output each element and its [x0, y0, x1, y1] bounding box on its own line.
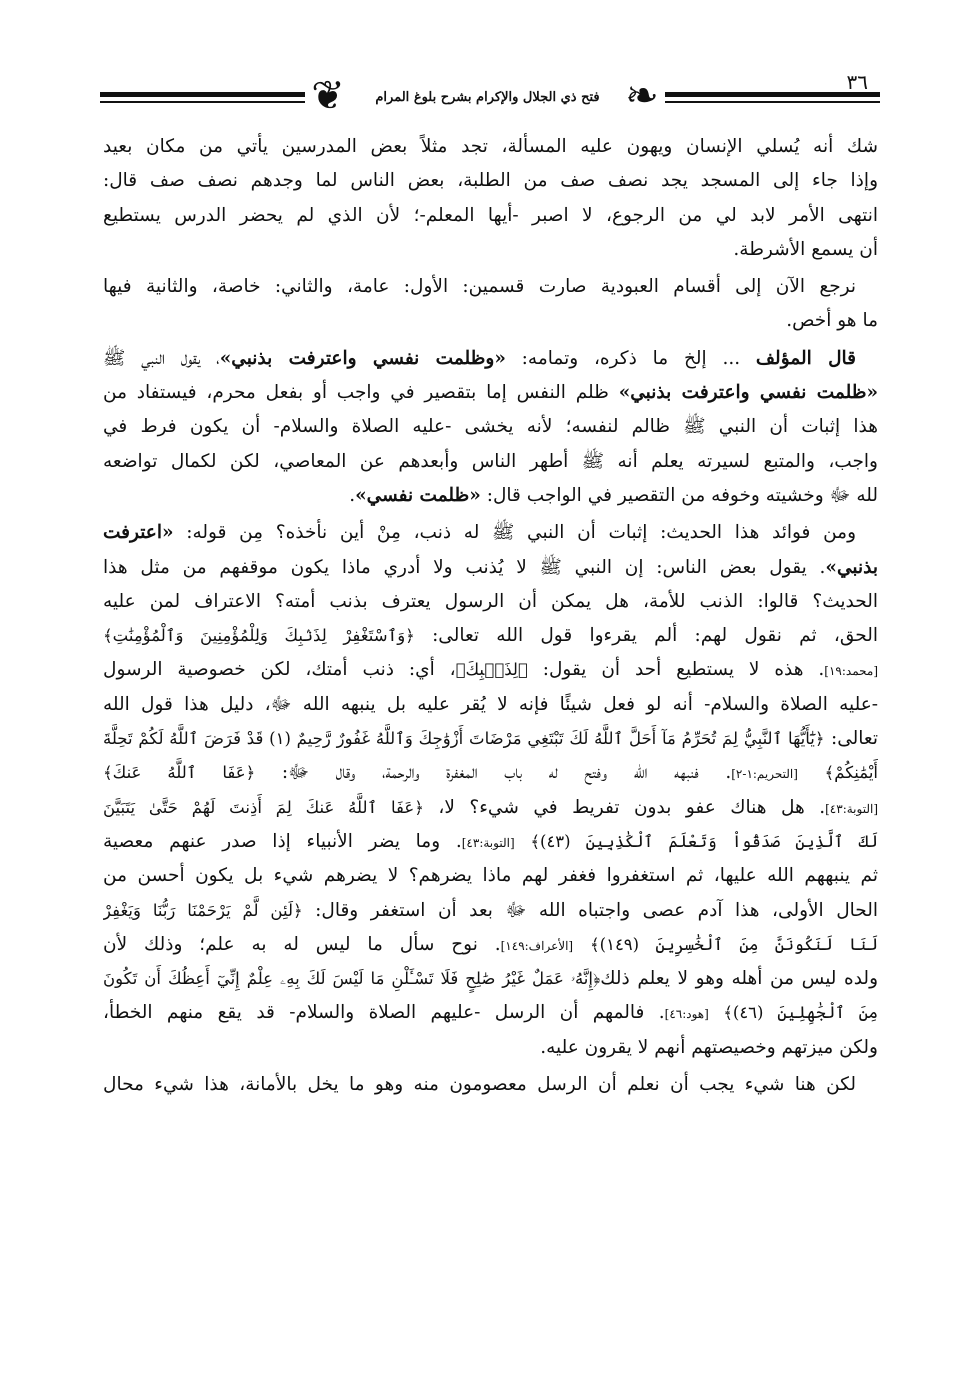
text-line: [103, 894, 878, 928]
verse-reference: [التحريم:١-٢]: [731, 767, 798, 782]
text-segment: ومن فوائد هذا الحديث: إثبات أن النبي ﷺ له ذنب، مِنْ أين نأخذه؟ مِن قوله:: [173, 522, 856, 544]
hadith-quote: «ظلمت نفسي واعترفت بذنبي»: [618, 382, 878, 404]
text-segment: ، أي: ذنب أمتك، لكن خصوصية الرسول: [103, 659, 456, 681]
text-segment: نرجع الآن إلى أقسام العبودية صارت قسمين: الأول: عامة، والثاني: خاصة، والثانية فيها: [103, 276, 856, 298]
text-segment: هذا إثبات أن النبي ﷺ ظالم لنفسه؛ لأنه يخشى -عليه الصلاة والسلام- أن يكون فرط في: [103, 416, 878, 438]
text-line: [103, 1068, 878, 1102]
verse-reference: [هود:٤٦]: [664, 1007, 709, 1022]
text-segment: . نوح سأل ما ليس له به علم؛ وذلك لأن: [103, 933, 501, 955]
verse-reference: [التوبة:٤٣]: [461, 835, 515, 850]
quran-verse: لَنَا لَنَكُونَنَّ مِنَ ٱلْخَٰسِرِينَ (١٤٩)﴾: [589, 934, 878, 954]
text-segment: ، يقول النبي ﷺ: [103, 347, 220, 369]
text-segment: لكن هنا شيء يجب أن نعلم أن الرسل معصومون منه وهو ما يخل بالأمانة، هذا شيء محال: [103, 1074, 856, 1096]
text-line: [103, 199, 878, 233]
text-line: [103, 791, 878, 825]
text-segment: ما هو أخص.: [786, 310, 878, 332]
verse-reference: [محمد:١٩]: [824, 664, 878, 679]
page-body-text: [103, 130, 878, 1102]
text-segment: شك أنه يُسلي الإنسان ويهون عليه المسألة، تجد مثلاً بعض المدرسين يأتي من مكان بعيد: [103, 136, 878, 157]
text-line: [103, 1031, 878, 1065]
verse-reference: [الأعراف:١٤٩]: [500, 938, 574, 953]
text-segment: [709, 1002, 723, 1023]
text-segment: . هل هناك عفو بدون تفريط في شيء؟ لا،: [423, 796, 826, 818]
text-line: [103, 585, 878, 619]
text-segment: أن يسمع الأشرطة.: [733, 238, 878, 260]
text-segment: تعالى:: [824, 728, 878, 750]
quran-verse: لَكَ ٱلَّذِينَ صَدَقُواْ وَتَعْلَمَ ٱلْكَٰذِبِينَ (٤٣)﴾: [530, 831, 878, 851]
header-rule-left: [100, 92, 305, 103]
text-line: [103, 859, 878, 893]
text-line: [103, 996, 878, 1030]
quran-verse: ﴿إِنَّهُۥ عَمَلٌ غَيْرُ صَٰلِحٍ فَلَا تَسْـَٔلْنِ مَا لَيْسَ لَكَ بِهِۦ عِلْمٌ إِنِّيٓ أَعِظُكَ أَن تَكُونَ: [103, 969, 601, 989]
text-segment: . يقول بعض الناس: إن النبي ﷺ لا يُذنب ولا أدري ماذا يكون موقفهم من مثل هذا: [103, 556, 826, 578]
text-segment: . وما يضر الأنبياء إذا صدر عنهم معصية: [103, 830, 462, 852]
text-segment: وإذا جاء إلى المسجد يجد نصف صف من الطلبة، بعض الناس لما وجدهم نصف صف قال:: [103, 170, 878, 192]
text-segment: [515, 831, 531, 852]
text-line: [103, 233, 878, 267]
ornament-icon: ❧: [625, 73, 659, 119]
text-line: [103, 410, 878, 444]
text-line: [103, 756, 878, 790]
text-segment: ثم ينبههم الله عليها، ثم استغفروا فغفر لهم ماذا يضرهم؟ لا يضرهم شيء بل يكون أحسن من: [103, 865, 878, 887]
hadith-quote: قال المؤلف: [755, 347, 856, 369]
text-segment: [798, 762, 825, 783]
text-line: [103, 342, 878, 376]
text-line: [103, 304, 878, 338]
text-line: [103, 516, 878, 550]
quran-verse: ﴿لَئِن لَّمْ يَرْحَمْنَا رَبُّنَا وَيَغْفِرْ: [103, 900, 303, 920]
hadith-quote: «وظلمت نفسي واعترفت بذنبي»: [219, 347, 506, 369]
text-line: [103, 825, 878, 859]
text-segment: الحديث؟ قالوا: الذنب للأمة، هل يمكن أن الرسول يعترف بذنب أمته؟ الاعتراف لمن عليه: [103, 590, 878, 612]
quran-verse: ﴿عَفَا ٱللَّهُ عَنكَ لِمَ أَذِنتَ لَهُمْ حَتَّىٰ يَتَبَيَّنَ: [103, 797, 424, 817]
text-line: [103, 653, 878, 687]
quran-verse: ﴿عَفَا ٱللَّهُ عَنكَ﴾: [103, 763, 256, 783]
text-segment: .: [349, 484, 356, 506]
text-segment: الحال الأولى، هذا آدم عصى واجتباه الله ﷻ بعد أن استغفر وقال:: [302, 899, 878, 921]
text-line: [103, 928, 878, 962]
ornament-icon: ❦: [311, 73, 345, 119]
hadith-quote: «اعترفت: [103, 522, 174, 544]
text-segment: ظلم النفس إما بتقصير في واجب أو بفعل محرم، فيستفاد من: [103, 382, 619, 404]
text-line: [103, 688, 878, 722]
text-segment: انتهى الأمر لابد لي من الرجوع، لا اصبر -أيها المعلم-؛ لأن الذي لم يحضر الدرس يستطيع: [103, 204, 878, 226]
text-line: [103, 722, 878, 756]
text-segment: الحق، ثم نقول لهم: ألم يقرءوا قول الله تعالى:: [414, 625, 878, 647]
hadith-quote: «ظلمت نفسي»: [355, 484, 481, 506]
text-segment: ... إلخ ما ذكره، وتمامه:: [505, 347, 756, 369]
quran-verse: ﴿لِذَنۢبِكَ﴾: [455, 660, 528, 680]
text-segment: . فنبهه الله وفتح له باب المغفرة والرحمة، وقال ﷻ:: [255, 762, 732, 784]
verse-reference: [التوبة:٤٣]: [825, 801, 878, 816]
text-segment: . هذه لا يستطيع أحد أن يقول:: [527, 659, 825, 681]
quran-verse: مِنَ ٱلْجَٰهِلِينَ (٤٦)﴾: [723, 1003, 878, 1023]
text-line: [103, 551, 878, 585]
text-line: [103, 479, 878, 513]
text-segment: . فالمهم أن الرسل -عليهم الصلاة والسلام- قد يقع منهم الخطأ،: [103, 1002, 665, 1024]
text-line: [103, 376, 878, 410]
text-segment: ولكن ميزتهم وخصيصتهم أنهم لا يقرون عليه.: [540, 1036, 878, 1058]
running-header: [100, 68, 880, 126]
text-line: [103, 445, 878, 479]
text-line: [103, 962, 878, 996]
text-line: [103, 130, 878, 164]
text-segment: [573, 934, 590, 955]
header-rule-right: [665, 92, 880, 103]
book-title: فتح ذي الجلال والإكرام بشرح بلوغ المرام: [375, 90, 600, 105]
hadith-quote: بذنبي»: [825, 556, 878, 578]
quran-verse: ﴿يَٰٓأَيُّهَا ٱلنَّبِيُّ لِمَ تُحَرِّمُ مَآ أَحَلَّ ٱللَّهُ لَكَ تَبْتَغِي مَرْضَاتَ أَزْوَٰجِكَ وَٱللَّهُ غَفُورٌ رَّحِيمٌ (١) قَدْ فَرَضَ ٱللَّهُ لَكُمْ تَحِلَّةَ: [103, 729, 825, 749]
quran-verse: ﴿وَٱسْتَغْفِرْ لِذَنۢبِكَ وَلِلْمُؤْمِنِينَ وَٱلْمُؤْمِنَٰتِ﴾: [103, 626, 415, 646]
text-segment: ولده ليس من أهله وهو لا يعلم ذلك: [600, 968, 878, 990]
text-line: [103, 619, 878, 653]
text-line: [103, 270, 878, 304]
quran-verse: أَيْمَٰنِكُمْ﴾: [824, 763, 878, 783]
text-line: [103, 164, 878, 198]
text-segment: واجب، والمتبع لسيرته يعلم أنه ﷺ أطهر الناس وأبعدهم عن المعاصي، لكن لكمال تواضعه: [103, 450, 878, 472]
page-number: ٣٦: [846, 70, 868, 94]
text-segment: لله ﷻ وخشيته وخوفه من التقصير في الواجب قال:: [480, 484, 878, 506]
text-segment: -عليه الصلاة والسلام- أنه لو فعل شيئًا فإنه لا يُقر عليه بل ينبهه الله ﷻ، دليل هذا قول الله: [103, 693, 878, 715]
